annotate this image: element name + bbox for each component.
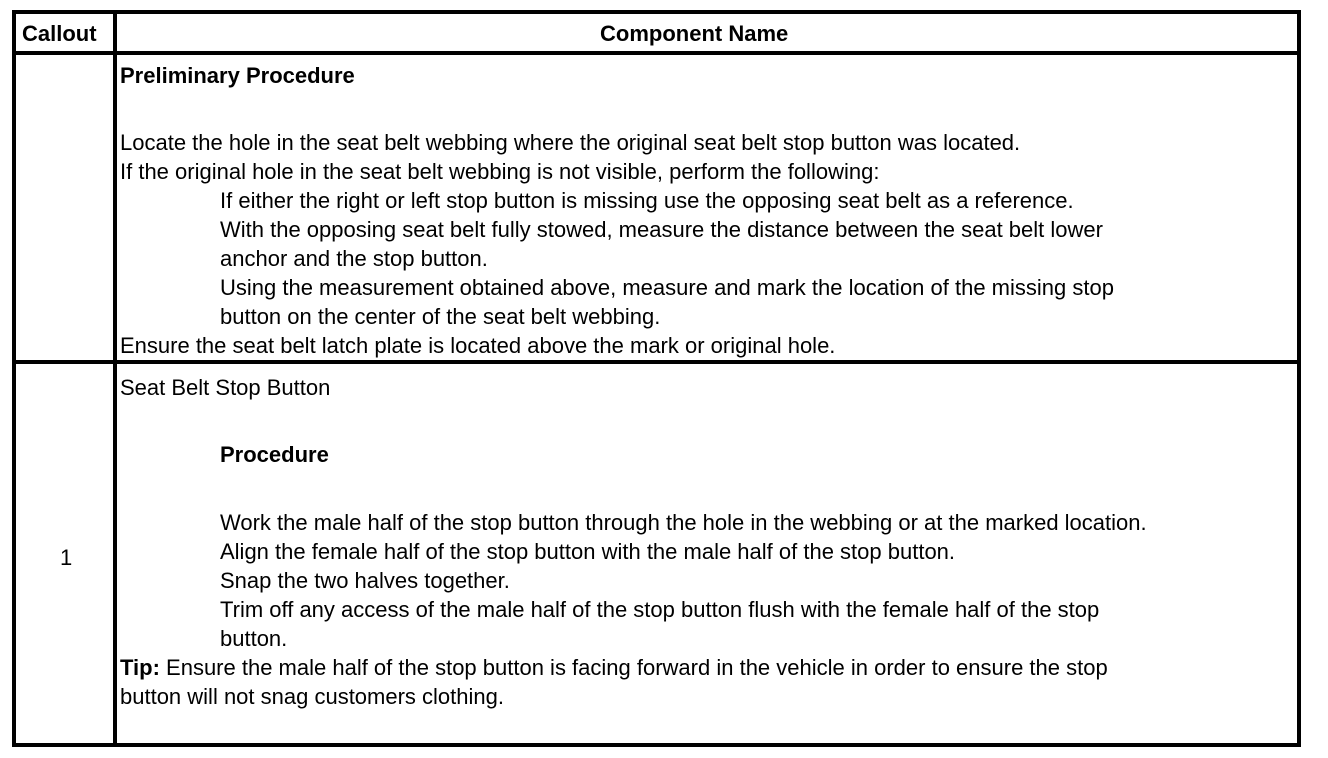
tip-text: Ensure the male half of the stop button is facing forward in the vehicle in order to ensure the stop (159, 655, 1108, 680)
preliminary-sub-line: With the opposing seat belt fully stowed, measure the distance between the seat belt lower (220, 217, 1103, 242)
preliminary-sub-line: button on the center of the seat belt webbing. (220, 304, 661, 329)
spacer (120, 469, 1147, 498)
spacer (120, 90, 1114, 119)
preliminary-section (120, 61, 1114, 360)
procedure-step: Snap the two halves together. (220, 568, 510, 593)
row1-section (120, 373, 1147, 711)
row-divider (16, 360, 1297, 364)
column-divider (113, 14, 117, 743)
preliminary-final-line: Ensure the seat belt latch plate is located above the mark or original hole. (120, 333, 836, 358)
callout-number: 1 (60, 545, 73, 570)
tip-label: Tip: (120, 655, 160, 680)
component-name: Seat Belt Stop Button (120, 375, 331, 400)
procedure-title: Procedure (220, 442, 329, 467)
procedure-step: Align the female half of the stop button with the male half of the stop button. (220, 539, 956, 564)
preliminary-sub-line: anchor and the stop button. (220, 246, 488, 271)
header-callout: Callout (22, 21, 97, 46)
header-divider (16, 51, 1297, 55)
procedure-step: button. (220, 626, 288, 651)
tip-line (120, 653, 1147, 682)
procedure-step: Trim off any access of the male half of the stop button flush with the female half of the stop (220, 597, 1100, 622)
tip-line-continued: button will not snag customers clothing. (120, 684, 504, 709)
preliminary-line: Locate the hole in the seat belt webbing where the original seat belt stop button was located. (120, 130, 1021, 155)
procedure-step: Work the male half of the stop button through the hole in the webbing or at the marked location. (220, 510, 1147, 535)
preliminary-sub-line: Using the measurement obtained above, measure and mark the location of the missing stop (220, 275, 1114, 300)
procedure-title-wrap (120, 440, 1147, 469)
preliminary-title: Preliminary Procedure (120, 63, 355, 88)
header-component-name: Component Name (600, 21, 789, 46)
preliminary-sub-line: If either the right or left stop button is missing use the opposing seat belt as a reference. (220, 188, 1074, 213)
preliminary-line: If the original hole in the seat belt webbing is not visible, perform the following: (120, 159, 880, 184)
procedure-table (12, 10, 1301, 747)
